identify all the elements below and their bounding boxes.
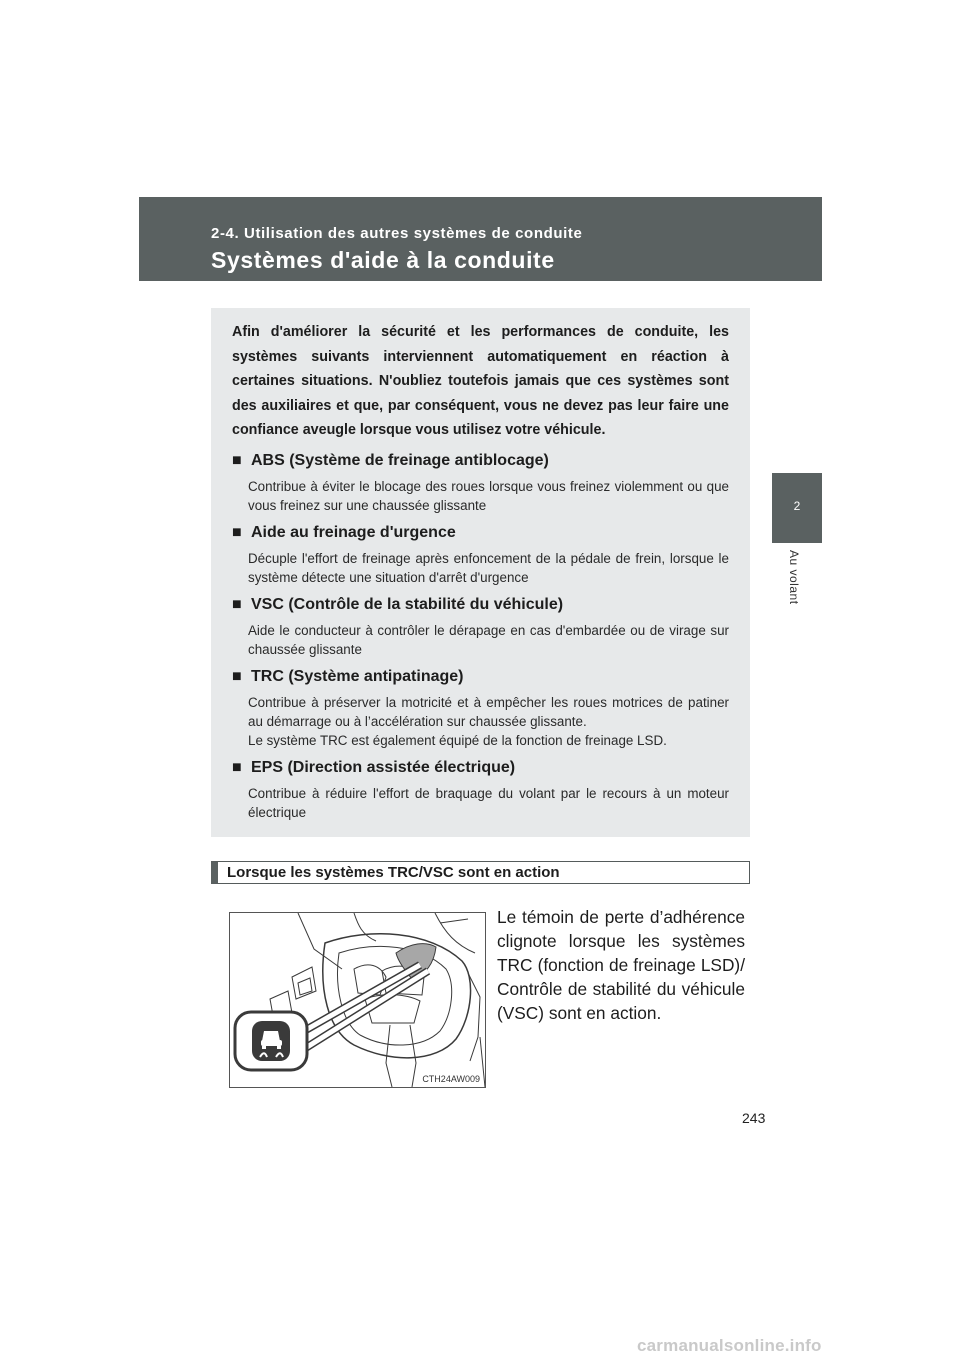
feature-item [232,666,729,750]
info-box [211,308,750,837]
slip-indicator-icon [252,1021,290,1061]
illustration-code: CTH24AW009 [422,1074,480,1084]
feature-title: ■ TRC (Système antipatinage) [232,666,729,688]
feature-title: ■ Aide au freinage d'urgence [232,522,729,544]
feature-description: Aide le conducteur à contrôler le dérapage en cas d'embardée ou de virage sur chaussée glissante [248,622,729,657]
chapter-header [139,197,822,281]
chapter-tab [772,473,822,543]
bullet-square-icon: ■ [232,667,242,685]
feature-title: ■ EPS (Direction assistée électrique) [232,757,729,779]
feature-description: Contribue à réduire l'effort de braquage du volant par le recours à un moteur électrique [248,785,729,820]
steering-wheel-illustration [230,913,485,1087]
watermark: carmanualsonline.info [637,1336,822,1355]
feature-item [232,594,729,659]
feature-item [232,757,729,822]
section-label: 2-4. Utilisation des autres systèmes de conduite [211,225,583,242]
page-title: Systèmes d'aide à la conduite [211,247,555,273]
feature-title: ■ VSC (Contrôle de la stabilité du véhicule) [232,594,729,616]
subsection-body: Le témoin de perte d’adhérence clignote lorsque les systèmes TRC (fonction de freinage LSD)/ Contrôle de stabilité du véhicule (VSC) sont en action. [497,907,745,1023]
feature-description: Contribue à préserver la motricité et à empêcher les roues motrices de patiner au démarrage ou à l’accélération sur chaussée glissante. Le système TRC est également équipé de la fonction de freinage LSD. [248,694,729,748]
feature-item [232,450,729,515]
bullet-square-icon: ■ [232,451,242,469]
bullet-square-icon: ■ [232,595,242,613]
subsection-heading: Lorsque les systèmes TRC/VSC sont en action [211,861,750,884]
feature-description: Contribue à éviter le blocage des roues lorsque vous freinez violemment ou que vous freinez sur une chaussée glissante [248,478,729,513]
chapter-tab-label: Au volant [787,550,801,605]
bullet-square-icon: ■ [232,523,242,541]
feature-title: ■ ABS (Système de freinage antiblocage) [232,450,729,472]
dashboard-illustration [229,912,486,1088]
bullet-square-icon: ■ [232,758,242,776]
feature-item [232,522,729,587]
feature-description: Décuple l'effort de freinage après enfoncement de la pédale de frein, lorsque le système détecte une situation d'arrêt d'urgence [248,550,729,585]
chapter-tab-number: 2 [793,499,801,513]
intro-paragraph: Afin d'améliorer la sécurité et les performances de conduite, les systèmes suivants interviennent automatiquement en réaction à certaines situations. N'oubliez toutefois jamais que ces systèmes sont des auxiliaires et que, par conséquent, vous ne devez pas leur faire une confiance aveugle lorsque vous utilisez votre véhicule. [232,324,729,438]
page-number: 243 [742,1110,766,1126]
